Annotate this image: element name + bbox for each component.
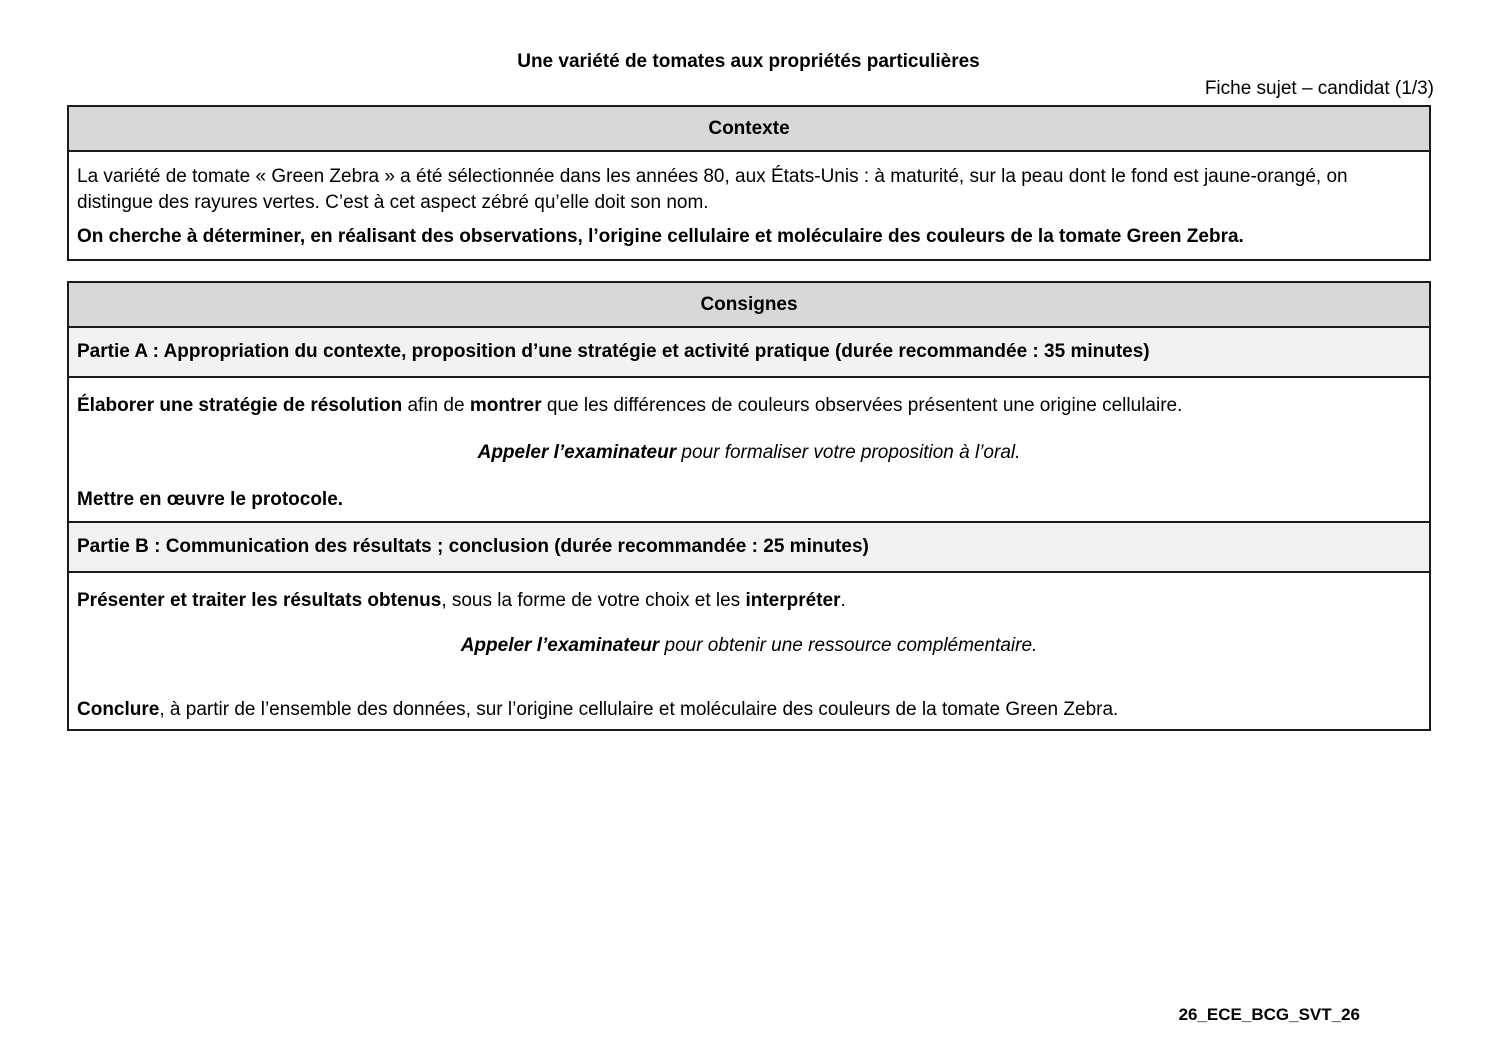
contexte-paragraph: La variété de tomate « Green Zebra » a été sélectionnée dans les années 80, aux États-Unis : à maturité, sur la peau dont le fond est jaune-orangé, on distingue des rayures vertes. C’est à cet aspect zébré qu’elle doit son nom. — [77, 166, 1348, 213]
partie-a-instruction-1-bold-2: montrer — [469, 395, 542, 416]
consignes-header: Consignes — [69, 283, 1429, 328]
partie-b-instruction-1 — [77, 588, 1421, 614]
partie-b-instruction-1-bold-1: Présenter et traiter les résultats obtenus — [77, 590, 442, 611]
sheet-candidate-label: Fiche sujet – candidat (1/3) — [1204, 78, 1434, 99]
partie-a-examiner-call-bold: Appeler l’examinateur — [477, 442, 677, 463]
partie-a-title: Partie A : Appropriation du contexte, proposition d’une stratégie et activité pratique (durée recommandée : 35 minutes) — [77, 341, 1150, 362]
partie-a-title-row — [69, 328, 1429, 378]
partie-b-examiner-call-bold: Appeler l’examinateur — [460, 635, 660, 656]
document-title: Une variété de tomates aux propriétés particulières — [517, 51, 980, 72]
partie-a-instruction-1-text-2: que les différences de couleurs observées présentent une origine cellulaire. — [541, 395, 1183, 416]
partie-b-instruction-1-text-1: , sous la forme de votre choix et les — [441, 590, 746, 611]
partie-b-instruction-1-bold-2: interpréter — [745, 590, 841, 611]
contexte-section — [67, 105, 1431, 261]
partie-a-examiner-call — [77, 440, 1421, 466]
document-reference-code: 26_ECE_BCG_SVT_26 — [1178, 1005, 1360, 1024]
contexte-objective: On cherche à déterminer, en réalisant des observations, l’origine cellulaire et moléculaire des couleurs de la tomate Green Zebra. — [77, 226, 1244, 247]
contexte-header: Contexte — [69, 107, 1429, 152]
partie-a-examiner-call-rest: pour formaliser votre proposition à l’oral. — [676, 442, 1021, 463]
partie-b-title-row — [69, 523, 1429, 573]
partie-b-body — [69, 573, 1429, 729]
partie-b-examiner-call-rest: pour obtenir une ressource complémentaire. — [659, 635, 1038, 656]
partie-a-body — [69, 378, 1429, 523]
partie-a-instruction-1 — [77, 393, 1421, 419]
partie-b-conclusion-rest: , à partir de l’ensemble des données, sur l’origine cellulaire et moléculaire des couleurs de la tomate Green Zebra. — [159, 699, 1119, 720]
consignes-section — [67, 281, 1431, 731]
partie-b-title: Partie B : Communication des résultats ; conclusion (durée recommandée : 25 minutes) — [77, 536, 869, 557]
partie-a-instruction-2: Mettre en œuvre le protocole. — [77, 489, 344, 510]
partie-a-instruction-1-text-1: afin de — [402, 395, 470, 416]
partie-a-instruction-1-bold-1: Élaborer une stratégie de résolution — [77, 395, 403, 416]
partie-b-examiner-call — [77, 633, 1421, 659]
contexte-body — [69, 152, 1429, 259]
partie-b-instruction-1-text-2: . — [840, 590, 846, 611]
partie-b-conclusion-bold: Conclure — [77, 699, 160, 720]
partie-b-conclusion — [77, 697, 1421, 723]
